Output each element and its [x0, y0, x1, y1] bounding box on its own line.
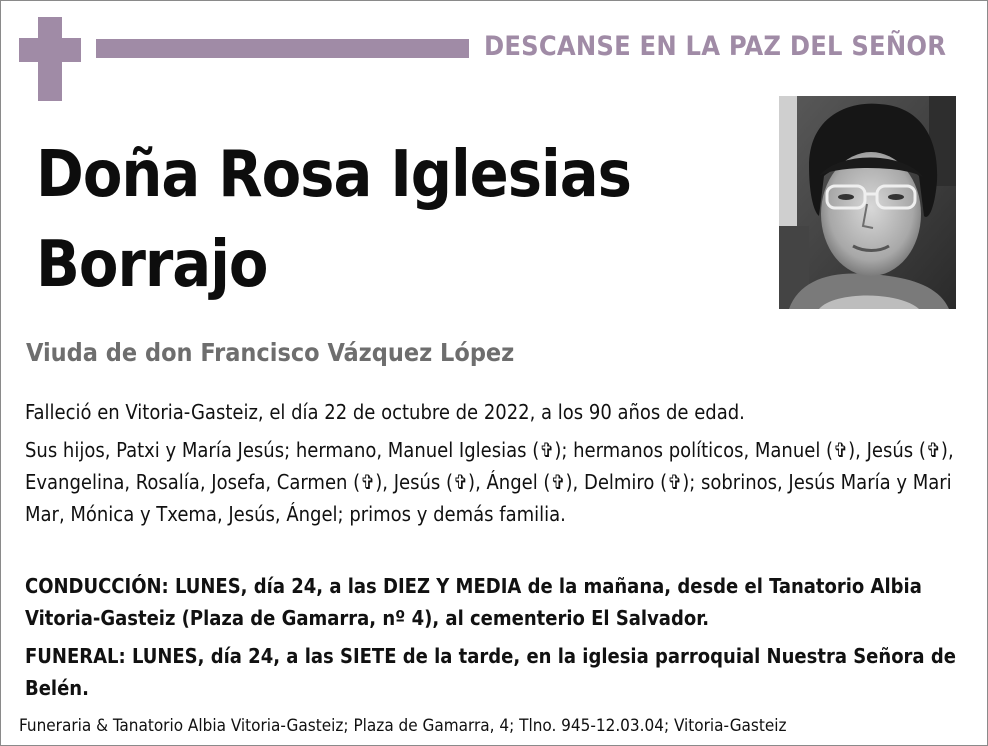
- funeral-notice-text: FUNERAL: LUNES, día 24, a las SIETE de la tarde, en la iglesia parroquial Nuestra Señora de Belén.: [25, 644, 956, 700]
- death-notice-text: Falleció en Vitoria-Gasteiz, el día 22 de octubre de 2022, a los 90 años de edad.: [25, 400, 745, 424]
- cross-horizontal-bar: [19, 38, 81, 62]
- conduccion-notice-text: CONDUCCIÓN: LUNES, día 24, a las DIEZ Y MEDIA de la mañana, desde el Tanatorio Albia Vitoria-Gasteiz (Plaza de Gamarra, nº 4), al cementerio El Salvador.: [25, 574, 922, 630]
- header-title: DESCANSE EN LA PAZ DEL SEÑOR: [484, 31, 947, 62]
- deceased-subtitle: Viuda de don Francisco Vázquez López: [26, 338, 515, 367]
- portrait-photo-icon: [779, 96, 956, 309]
- funeral-home-footer: Funeraria & Tanatorio Albia Vitoria-Gasteiz; Plaza de Gamarra, 4; Tlno. 945-12.03.04; Vitoria-Gasteiz: [19, 716, 787, 736]
- portrait-photo: [779, 96, 956, 309]
- header-decorative-bar: [96, 39, 469, 58]
- family-notice-text: Sus hijos, Patxi y María Jesús; hermano, Manuel Iglesias (✞); hermanos políticos, Manuel (✞), Jesús (✞), Evangelina, Rosalía, Josefa, Carmen (✞), Jesús (✞), Ángel (✞), Delmiro (✞); sobrinos, Jesús María y Mari Mar, Mónica y Txema, Jesús, Ángel; primos y demás familia.: [25, 438, 954, 526]
- deceased-name: Doña Rosa Iglesias Borrajo: [36, 138, 631, 302]
